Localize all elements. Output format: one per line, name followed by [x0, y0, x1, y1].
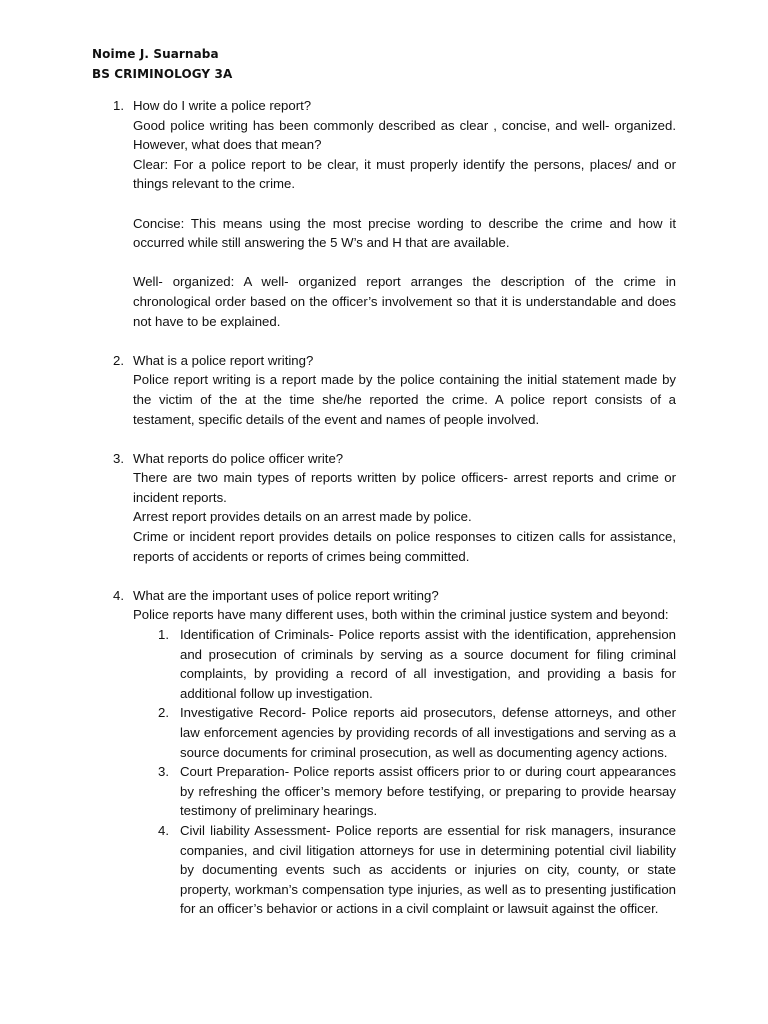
course-section: BS CRIMINOLOGY 3A	[92, 67, 233, 81]
list-item	[133, 762, 676, 821]
paragraph-gap	[133, 253, 676, 273]
list-item	[133, 625, 676, 703]
list-item-text: Investigative Record- Police reports aid prosecutors, defense attorneys, and other law enforcement agencies by providing records of all investigations and serving as a source documents for criminal prosecution, as well as documenting agency actions.	[180, 705, 676, 760]
answer-paragraph: Concise: This means using the most precise wording to describe the crime and how it occurred while still answering the 5 W’s and H that are available.	[133, 215, 676, 251]
answer-paragraph: Police report writing is a report made by the police containing the initial statement made by the victim of the at the time she/he reported the crime. A police report consists of a testament, specific details of the event and names of people involved.	[133, 372, 676, 427]
question-text: How do I write a police report?	[133, 98, 312, 113]
question-item	[92, 351, 676, 429]
list-item	[133, 821, 676, 919]
list-item	[133, 703, 676, 762]
paragraph-gap	[133, 194, 676, 214]
list-item-number: 2.	[158, 705, 169, 721]
answer-paragraph: Clear: For a police report to be clear, it must properly identify the persons, places/ and or things relevant to the crime.	[133, 156, 676, 192]
list-item-number: 3.	[158, 764, 169, 780]
answer-paragraph: Crime or incident report provides details on police responses to citizen calls for assistance, reports of accidents or reports of crimes being committed.	[133, 529, 676, 564]
question-list	[92, 96, 676, 919]
list-item-text: Court Preparation- Police reports assist officers prior to or during court appearances by refreshing the officer’s memory before testifying, or preparing to provide hearsay testimony of preliminary hearings.	[180, 764, 676, 819]
question-text: What reports do police officer write?	[133, 450, 344, 466]
question-number: 4.	[113, 587, 124, 603]
list-item-number: 1.	[158, 627, 169, 643]
author-name: Noime J. Suarnaba	[92, 47, 219, 61]
list-item-number: 4.	[158, 822, 169, 838]
question-number: 3.	[113, 450, 124, 466]
answer-paragraph: Good police writing has been commonly described as clear , concise, and well- organized. However, what does that mean?	[133, 117, 676, 153]
question-text: What is a police report writing?	[133, 352, 314, 368]
answer-paragraph: Arrest report provides details on an arrest made by police.	[133, 509, 472, 525]
list-item-text: Civil liability Assessment- Police reports are essential for risk managers, insurance companies, and civil litigation attorneys for use in determining potential civil liability by documenting events such as accidents or injuries on city, county, or state property, workman’s compensation type injuries, as well as to presenting justification for an officer’s behavior or actions in a civil complaint or lawsuit against the officer.	[180, 822, 676, 917]
question-item	[92, 586, 676, 919]
question-number: 2.	[113, 352, 124, 368]
answer-paragraph: There are two main types of reports written by police officers- arrest reports and crime or incident reports.	[133, 470, 676, 505]
question-item	[92, 449, 676, 567]
question-item	[92, 96, 676, 331]
question-number: 1.	[113, 98, 124, 113]
answer-paragraph: Police reports have many different uses, both within the criminal justice system and beyond:	[133, 607, 669, 623]
question-text: What are the important uses of police report writing?	[133, 587, 439, 603]
list-item-text: Identification of Criminals- Police reports assist with the identification, apprehension and prosecution of criminals by serving as a source document for filing criminal complaints, by providing a record of all investigation, and providing a basis for additional follow up investigation.	[180, 627, 676, 701]
answer-paragraph: Well- organized: A well- organized report arranges the description of the crime in chronological order based on the officer’s involvement so that it is understandable and does not have to be explained.	[133, 274, 676, 329]
uses-list	[133, 625, 676, 919]
